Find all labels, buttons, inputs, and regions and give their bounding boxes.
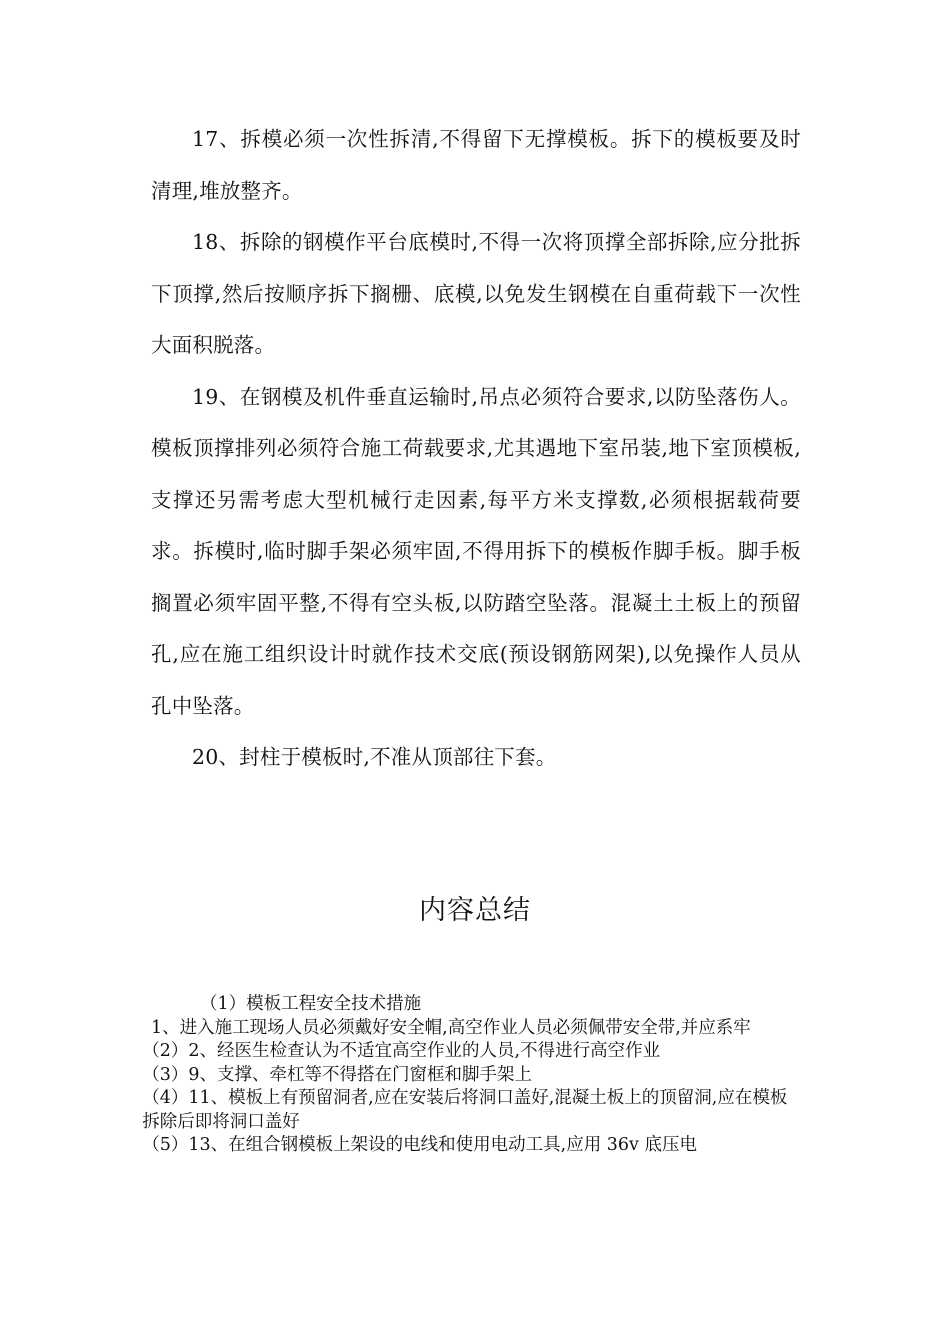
summary-item: （2）2、经医生检查认为不适宜高空作业的人员,不得进行高空作业: [142, 1041, 661, 1061]
summary-item: （3）9、支撑、牵杠等不得搭在门窗框和脚手架上: [142, 1064, 533, 1085]
summary-item: （4）11、模板上有预留洞者,应在安装后将洞口盖好,混凝土板上的顶留洞,应在模板拆除后即将洞口盖好: [142, 1088, 788, 1132]
summary-item: （5）13、在组合钢模板上架设的电线和使用电动工具,应用 36v 底压电: [142, 1135, 697, 1155]
paragraph-17: 17、拆模必须一次性拆清,不得留下无撑模板。拆下的模板要及时清理,堆放整齐。: [151, 127, 801, 203]
summary-title: 内容总结: [419, 895, 531, 926]
document-body: [151, 114, 801, 784]
paragraph-18: 18、拆除的钢模作平台底模时,不得一次将顶撑全部拆除,应分批拆下顶撑,然后按顺序拆下搁栅、底模,以免发生钢模在自重荷载下一次性大面积脱落。: [151, 230, 801, 357]
summary-item: （1）模板工程安全技术措施: [200, 994, 422, 1014]
summary-list: [142, 993, 801, 1158]
summary-item: 1、进入施工现场人员必须戴好安全帽,高空作业人员必须佩带安全带,并应系牢: [151, 1017, 751, 1038]
paragraph-20: 20、封柱于模板时,不准从顶部往下套。: [192, 745, 557, 769]
paragraph-19: 19、在钢模及机件垂直运输时,吊点必须符合要求,以防坠落伤人。模板顶撑排列必须符合施工荷载要求,尤其遇地下室吊装,地下室顶模板,支撑还另需考虑大型机械行走因素,每平方米支撑数,必须根据载荷要求。拆模时,临时脚手架必须牢固,不得用拆下的模板作脚手板。脚手板搁置必须牢固平整,不得有空头板,以防踏空坠落。混凝土土板上的预留孔,应在施工组织设计时就作技术交底(预设钢筋网架),以免操作人员从孔中坠落。: [151, 384, 801, 718]
